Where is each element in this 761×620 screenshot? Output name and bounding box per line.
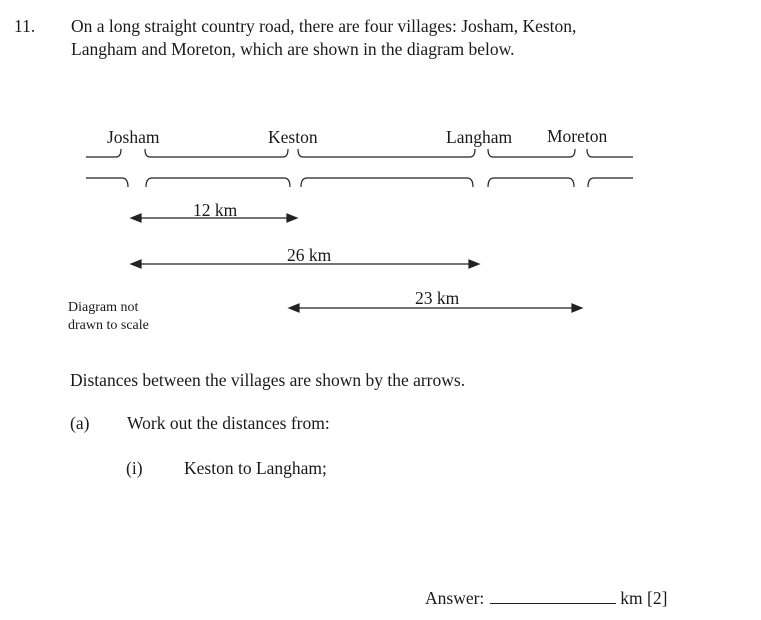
road: [86, 149, 633, 187]
answer-label: Answer:: [425, 588, 485, 608]
answer-blank[interactable]: [490, 591, 616, 604]
question-line-1: On a long straight country road, there are four villages: Josham, Keston,: [71, 16, 577, 36]
part-i-label: (i): [126, 458, 143, 478]
scale-note-line-1: Diagram not: [68, 300, 139, 315]
village-label-keston: Keston: [268, 127, 318, 147]
question-line-2: Langham and Moreton, which are shown in the diagram below.: [71, 39, 515, 59]
distance-label-josham-langham: 26 km: [287, 245, 332, 265]
distance-label-josham-keston: 12 km: [193, 200, 238, 220]
scale-note-line-2: drawn to scale: [68, 318, 149, 333]
village-label-josham: Josham: [107, 127, 160, 147]
village-label-moreton: Moreton: [547, 126, 608, 146]
village-label-langham: Langham: [446, 127, 513, 147]
part-a-text: Work out the distances from:: [127, 413, 330, 433]
question-number: 11.: [14, 16, 36, 36]
distance-label-keston-moreton: 23 km: [415, 288, 460, 308]
part-i-text: Keston to Langham;: [184, 458, 327, 478]
distances-note: Distances between the villages are shown by the arrows.: [70, 370, 466, 390]
answer-unit: km [2]: [620, 588, 668, 608]
answer-row: [425, 588, 667, 609]
part-a-label: (a): [70, 413, 90, 433]
